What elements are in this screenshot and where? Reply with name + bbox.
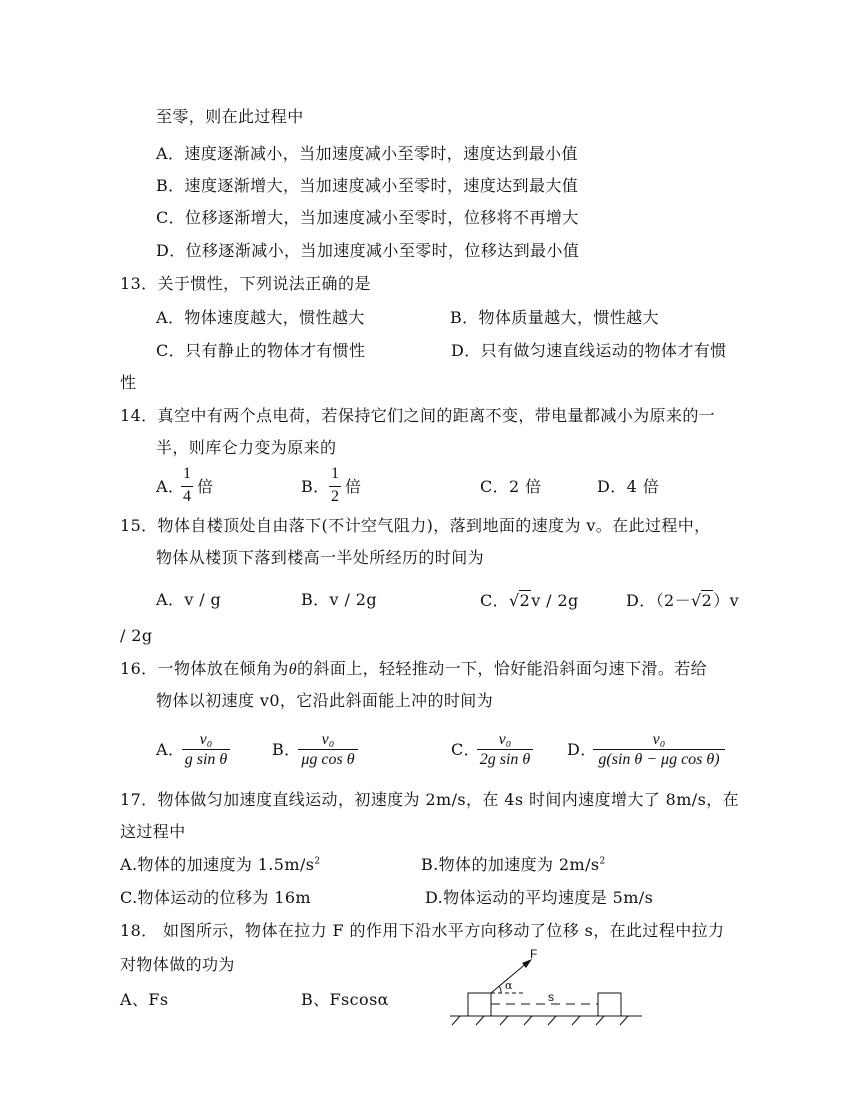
q18-stem-line1: 18． 如图所示，物体在拉力 F 的作用下沿水平方向移动了位移 s，在此过程中拉力 — [120, 921, 725, 940]
q16-a-numerator: v₀ — [199, 731, 213, 748]
q14-b-fraction-bar — [329, 486, 341, 487]
q15-c-suffix: v / 2g — [531, 591, 579, 610]
q14-option-c: C．2 倍 — [480, 477, 542, 496]
q18-option-b: B、Fscosα — [301, 990, 389, 1009]
q16-option-d-label: D． — [567, 740, 597, 759]
q17-option-a — [120, 855, 321, 875]
q17-option-d: D.物体运动的平均速度是 5m/s — [425, 888, 654, 907]
q16-option-b-label: B． — [272, 740, 301, 759]
q12-option-a: A．速度逐渐减小，当加速度减小至零时，速度达到最小值 — [156, 144, 578, 163]
q14-option-b-label: B． — [301, 477, 330, 496]
q16-option-b-fraction — [298, 731, 358, 775]
q15-d-radicand: 2 — [701, 591, 713, 610]
q13-option-a: A．物体速度越大，惯性越大 — [156, 308, 365, 327]
q16-theta: θ — [288, 661, 298, 678]
q13-option-d: D．只有做匀速直线运动的物体才有惯 — [451, 341, 727, 360]
q16-stem-prefix: 16．一物体放在倾角为 — [120, 659, 289, 678]
q17-stem-line2: 这过程中 — [120, 822, 186, 841]
q16-c-numerator: v₀ — [498, 731, 512, 748]
q14-b-numerator: 1 — [331, 465, 339, 482]
q16-b-numerator: v₀ — [321, 731, 335, 748]
q14-option-b-suffix: 倍 — [345, 477, 362, 496]
q13-stem: 13．关于惯性，下列说法正确的是 — [120, 274, 371, 293]
ground-hatching — [452, 1016, 628, 1025]
alpha-label: α — [505, 979, 513, 992]
force-label: F — [530, 947, 538, 961]
q15-option-a: A．v / g — [156, 590, 222, 609]
q14-option-a-label: A． — [156, 477, 185, 496]
q14-option-b-fraction — [329, 465, 341, 509]
q16-b-fraction-bar — [298, 749, 358, 750]
q13-option-d-wrap: 性 — [120, 373, 137, 392]
q15-d-label: D．（2－ — [626, 591, 692, 610]
q16-d-fraction-bar — [593, 749, 725, 750]
q15-option-d — [626, 590, 739, 611]
q18-option-a: A、Fs — [120, 990, 169, 1009]
q17-a-text: A.物体的加速度为 1.5m/s — [120, 855, 315, 874]
q14-a-fraction-bar — [181, 486, 193, 487]
q16-d-denominator: g(sin θ − μg cos θ) — [598, 751, 720, 768]
block-initial — [468, 993, 491, 1016]
q14-stem-line1: 14．真空中有两个点电荷，若保持它们之间的距离不变，带电量都减小为原来的一 — [120, 406, 716, 425]
q17-option-c: C.物体运动的位移为 16m — [120, 888, 311, 907]
q12-option-c: C．位移逐渐增大，当加速度减小至零时，位移将不再增大 — [156, 208, 579, 227]
q17-b-exponent: 2 — [599, 856, 606, 867]
q16-d-numerator: v₀ — [652, 731, 666, 748]
q16-option-c-label: C． — [451, 740, 481, 759]
force-diagram — [446, 942, 646, 1032]
q16-option-c-fraction — [477, 731, 533, 775]
q16-option-a-fraction — [182, 731, 230, 775]
q16-c-denominator: 2g sin θ — [479, 751, 531, 768]
q15-option-b: B．v / 2g — [301, 590, 377, 609]
q14-a-denominator: 4 — [183, 488, 191, 505]
q18-stem-line2: 对物体做的功为 — [120, 955, 235, 974]
q15-stem-line2: 物体从楼顶下落到楼高一半处所经历的时间为 — [156, 548, 485, 567]
q17-a-exponent: 2 — [314, 856, 321, 867]
q12-stem-continuation: 至零，则在此过程中 — [156, 107, 304, 126]
q14-b-denominator: 2 — [331, 488, 339, 505]
q16-b-denominator: μg cos θ — [301, 751, 355, 768]
q14-option-a-suffix: 倍 — [197, 477, 214, 496]
q17-stem-line1: 17．物体做匀加速度直线运动，初速度为 2m/s，在 4s 时间内速度增大了 8m/s，在 — [120, 790, 740, 809]
q16-a-fraction-bar — [182, 749, 230, 750]
q17-option-b — [421, 855, 606, 875]
q16-a-denominator: g sin θ — [184, 751, 228, 768]
q15-option-c — [480, 590, 579, 611]
q16-c-fraction-bar — [477, 749, 533, 750]
q13-option-b: B．物体质量越大，惯性越大 — [450, 308, 659, 327]
block-final — [598, 993, 621, 1016]
q16-stem-suffix: 的斜面上，轻轻推动一下，恰好能沿斜面匀速下滑。若给 — [297, 659, 708, 678]
q16-option-d-fraction — [593, 731, 725, 775]
q12-option-d: D．位移逐渐减小，当加速度减小至零时，位移达到最小值 — [156, 241, 580, 260]
q15-c-label: C． — [480, 591, 510, 610]
q14-a-numerator: 1 — [183, 465, 191, 482]
q17-b-text: B.物体的加速度为 2m/s — [421, 855, 600, 874]
sqrt-icon: √ — [691, 591, 702, 610]
q16-option-a-label: A． — [156, 740, 185, 759]
q15-c-radicand: 2 — [519, 591, 531, 610]
q15-stem-line1: 15．物体自楼顶处自由落下(不计空气阻力)，落到地面的速度为 v。在此过程中， — [120, 516, 711, 535]
q15-option-d-wrap: / 2g — [120, 626, 153, 645]
q14-stem-line2: 半，则库仑力变为原来的 — [156, 438, 337, 457]
sqrt-icon: √ — [509, 591, 520, 610]
q13-option-c: C．只有静止的物体才有惯性 — [156, 341, 366, 360]
q12-option-b: B．速度逐渐增大，当加速度减小至零时，速度达到最大值 — [156, 176, 579, 195]
q16-stem-line1 — [120, 659, 707, 680]
q15-d-suffix: ）v — [713, 591, 740, 610]
q14-option-a-fraction — [181, 465, 193, 509]
displacement-label: s — [548, 990, 554, 1004]
q14-option-d: D．4 倍 — [597, 477, 660, 496]
angle-arc — [499, 986, 501, 993]
q16-stem-line2: 物体以初速度 v0，它沿此斜面能上冲的时间为 — [156, 691, 494, 710]
